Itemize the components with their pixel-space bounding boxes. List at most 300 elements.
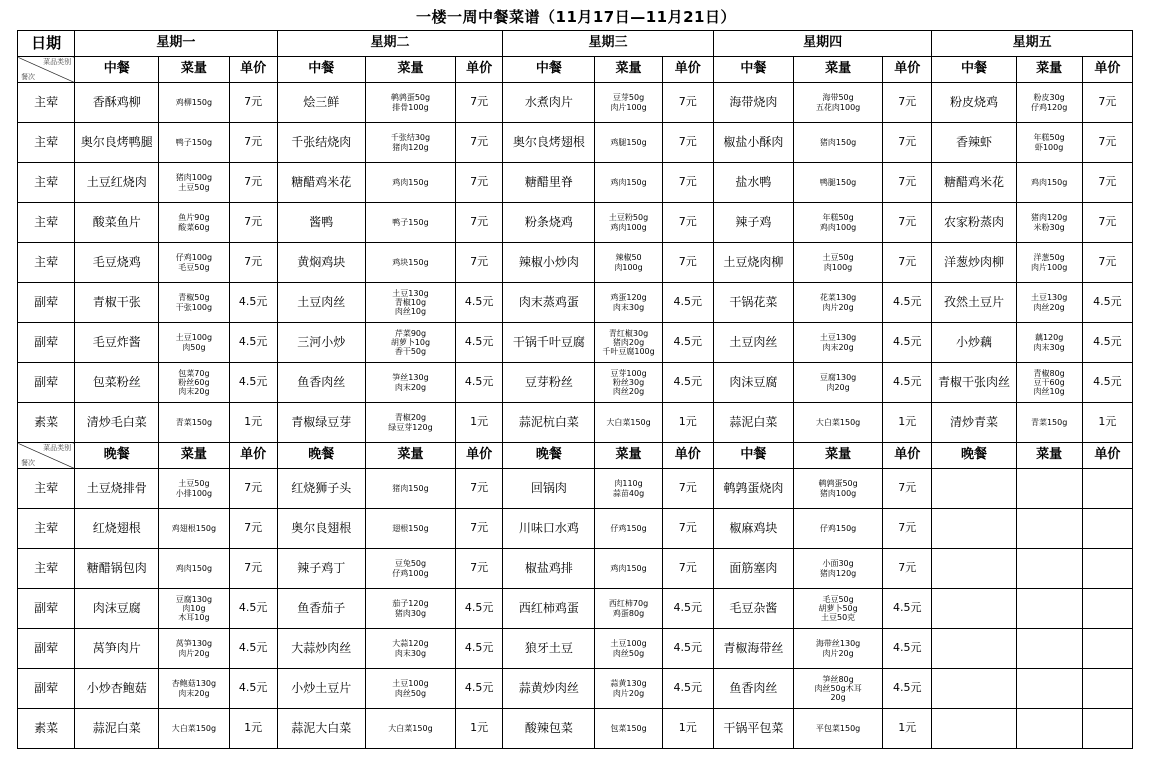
portion-line: 仔鸡100g xyxy=(392,568,429,578)
portion-line: 仔鸡120g xyxy=(1030,102,1068,112)
portion-line: 大白菜150g xyxy=(815,417,861,427)
portion-line: 青椒50g xyxy=(178,293,210,303)
price-cell: 7元 xyxy=(1082,163,1132,203)
price-cell: 4.5元 xyxy=(1082,363,1132,403)
portion-line: 大白菜150g xyxy=(171,723,217,733)
portion-column-header: 菜量 xyxy=(1016,443,1082,469)
portion-cell xyxy=(1016,163,1082,203)
dish-name: 糖醋锅包肉 xyxy=(75,549,159,589)
table-row xyxy=(18,323,1133,363)
empty-cell xyxy=(932,669,1016,709)
portion-line: 土豆130g xyxy=(1030,293,1068,303)
portion-line: 大白菜150g xyxy=(606,417,651,427)
portion-cell xyxy=(595,363,662,403)
empty-cell xyxy=(1016,469,1082,509)
dish-name: 包菜粉丝 xyxy=(75,363,159,403)
portion-cell xyxy=(793,283,882,323)
dish-name: 蒜黄炒肉丝 xyxy=(503,669,595,709)
price-cell: 7元 xyxy=(456,549,503,589)
table-row xyxy=(18,469,1133,509)
portion-line: 肉丝20g xyxy=(1033,302,1065,312)
dish-name: 鱼香茄子 xyxy=(277,589,365,629)
day-header: 星期二 xyxy=(277,31,503,57)
portion-line: 土豆50g xyxy=(178,182,210,192)
portion-line: 肉片20g xyxy=(178,648,210,658)
dish-name: 蒜泥杭白菜 xyxy=(503,403,595,443)
table-row xyxy=(18,243,1133,283)
price-column-header: 单价 xyxy=(456,57,503,83)
price-cell: 1元 xyxy=(662,403,713,443)
dish-name: 毛豆炸酱 xyxy=(75,323,159,363)
portion-line: 猪肉150g xyxy=(392,483,429,493)
portion-line: 年糕50g xyxy=(822,213,854,223)
empty-cell xyxy=(932,589,1016,629)
portion-line: 绿豆芽120g xyxy=(388,422,433,432)
portion-cell xyxy=(365,403,455,443)
dish-name: 奥尔良烤鸭腿 xyxy=(75,123,159,163)
price-cell: 4.5元 xyxy=(229,283,277,323)
price-cell: 7元 xyxy=(883,203,932,243)
dish-name: 香辣虾 xyxy=(932,123,1016,163)
portion-cell xyxy=(793,549,882,589)
portion-cell xyxy=(793,509,882,549)
portion-cell xyxy=(159,629,229,669)
price-cell: 7元 xyxy=(229,469,277,509)
portion-line: 鸡肉100g xyxy=(819,222,857,232)
price-cell: 7元 xyxy=(662,549,713,589)
portion-cell xyxy=(159,83,229,123)
portion-cell xyxy=(365,83,455,123)
portion-cell xyxy=(159,123,229,163)
portion-line: 小面30g xyxy=(822,559,854,569)
price-cell: 4.5元 xyxy=(456,669,503,709)
portion-line: 肉丝20g xyxy=(612,387,645,397)
table-row xyxy=(18,403,1133,443)
portion-line: 花菜130g xyxy=(819,293,857,303)
category-cell: 副荤 xyxy=(18,283,75,323)
portion-line: 仔鸡100g xyxy=(175,253,213,263)
portion-line: 翅根150g xyxy=(392,523,429,533)
dish-name: 肉末蒸鸡蛋 xyxy=(503,283,595,323)
dish-name: 三河小炒 xyxy=(277,323,365,363)
portion-line: 米粉30g xyxy=(1033,222,1065,232)
portion-line: 肉末20g xyxy=(822,342,854,352)
corner-meal-label: 餐次 xyxy=(21,72,35,81)
price-column-header: 单价 xyxy=(1082,57,1132,83)
portion-line: 豆腐130g xyxy=(175,594,213,604)
portion-line: 肉丝10g xyxy=(1033,387,1065,397)
portion-line: 青菜150g xyxy=(175,417,213,427)
portion-cell xyxy=(365,323,455,363)
empty-cell xyxy=(1082,589,1132,629)
portion-cell xyxy=(1016,243,1082,283)
corner-meal-label: 餐次 xyxy=(21,458,35,467)
portion-cell xyxy=(793,83,882,123)
empty-cell xyxy=(1082,549,1132,589)
portion-cell xyxy=(595,323,662,363)
portion-cell xyxy=(793,203,882,243)
portion-line: 青菜150g xyxy=(1030,417,1068,427)
price-cell: 1元 xyxy=(456,403,503,443)
portion-cell xyxy=(365,509,455,549)
portion-line: 干张100g xyxy=(175,302,213,312)
table-row xyxy=(18,709,1133,749)
empty-cell xyxy=(1082,709,1132,749)
table-row xyxy=(18,549,1133,589)
dish-name: 清炒青菜 xyxy=(932,403,1016,443)
portion-cell xyxy=(793,163,882,203)
portion-cell xyxy=(595,669,662,709)
dish-name: 红烧翅根 xyxy=(75,509,159,549)
category-meal-corner xyxy=(18,443,75,469)
portion-line: 肉片20g xyxy=(822,302,854,312)
portion-cell xyxy=(595,203,662,243)
portion-line: 西红柿70g xyxy=(608,599,649,609)
portion-line: 猪肉120g xyxy=(1030,213,1068,223)
portion-line: 鸡蛋120g xyxy=(610,293,647,303)
portion-cell xyxy=(793,123,882,163)
portion-line: 土豆100g xyxy=(610,639,647,649)
portion-cell xyxy=(159,709,229,749)
empty-cell xyxy=(1082,469,1132,509)
portion-column-header: 菜量 xyxy=(365,57,455,83)
portion-line: 鸡肉150g xyxy=(175,563,213,573)
dish-name: 洋葱炒肉柳 xyxy=(932,243,1016,283)
dish-name: 大蒜炒肉丝 xyxy=(277,629,365,669)
portion-line: 猪肉150g xyxy=(819,137,857,147)
dish-name: 烩三鲜 xyxy=(277,83,365,123)
portion-line: 小排100g xyxy=(175,488,213,498)
portion-line: 鹌鹑蛋50g xyxy=(390,93,431,103)
meal-header-row xyxy=(18,443,1133,469)
price-cell: 7元 xyxy=(456,509,503,549)
price-cell: 7元 xyxy=(1082,123,1132,163)
price-cell: 4.5元 xyxy=(456,589,503,629)
dish-name: 鱼香肉丝 xyxy=(713,669,793,709)
portion-line: 千张结30g xyxy=(390,133,431,143)
portion-line: 土豆130g xyxy=(392,288,429,298)
price-cell: 7元 xyxy=(883,509,932,549)
category-meal-corner xyxy=(18,57,75,83)
portion-line: 粉丝30g xyxy=(612,377,645,387)
portion-cell xyxy=(159,549,229,589)
price-cell: 1元 xyxy=(1082,403,1132,443)
dish-name: 川味口水鸡 xyxy=(503,509,595,549)
portion-cell xyxy=(793,403,882,443)
empty-cell xyxy=(1016,589,1082,629)
portion-cell xyxy=(595,589,662,629)
dish-name: 蒜泥白菜 xyxy=(75,709,159,749)
category-cell: 主荤 xyxy=(18,243,75,283)
table-row xyxy=(18,123,1133,163)
portion-line: 杏鲍菇130g xyxy=(171,679,217,689)
portion-cell xyxy=(159,509,229,549)
portion-line: 土豆100g xyxy=(392,679,429,689)
portion-line: 肉片100g xyxy=(1030,262,1068,272)
portion-column-header: 菜量 xyxy=(159,57,229,83)
category-cell: 主荤 xyxy=(18,83,75,123)
dish-name: 椒麻鸡块 xyxy=(713,509,793,549)
portion-line: 青椒20g xyxy=(394,413,427,423)
price-column-header: 单价 xyxy=(883,443,932,469)
portion-cell xyxy=(793,629,882,669)
portion-line: 粉丝60g xyxy=(178,377,210,387)
dish-name: 红烧狮子头 xyxy=(277,469,365,509)
portion-cell xyxy=(1016,83,1082,123)
dish-name: 土豆烧排骨 xyxy=(75,469,159,509)
dish-name: 干锅千叶豆腐 xyxy=(503,323,595,363)
dish-name: 奥尔良翅根 xyxy=(277,509,365,549)
portion-line: 包菜70g xyxy=(178,368,210,378)
portion-cell xyxy=(365,629,455,669)
price-cell: 4.5元 xyxy=(883,589,932,629)
dish-name: 肉沫豆腐 xyxy=(713,363,793,403)
portion-line: 肉末20g xyxy=(178,387,210,397)
dish-name: 青椒绿豆芽 xyxy=(277,403,365,443)
dish-name: 蒜泥白菜 xyxy=(713,403,793,443)
portion-line: 土豆130g xyxy=(819,333,857,343)
dish-name: 土豆烧肉柳 xyxy=(713,243,793,283)
portion-line: 大白菜150g xyxy=(388,723,433,733)
portion-line: 五花肉100g xyxy=(815,102,861,112)
portion-cell xyxy=(365,589,455,629)
portion-line: 肉10g xyxy=(182,603,206,613)
empty-cell xyxy=(932,629,1016,669)
meal-column-header: 中餐 xyxy=(75,57,159,83)
dish-name: 千张结烧肉 xyxy=(277,123,365,163)
portion-cell xyxy=(159,323,229,363)
portion-line: 肉末30g xyxy=(394,648,427,658)
portion-column-header: 菜量 xyxy=(793,57,882,83)
dish-name: 土豆肉丝 xyxy=(277,283,365,323)
portion-line: 洋葱50g xyxy=(1033,253,1065,263)
portion-line: 鸡腿150g xyxy=(610,137,647,147)
page-title: 一楼一周中餐菜谱（11月17日—11月21日） xyxy=(416,8,736,26)
price-cell: 7元 xyxy=(883,549,932,589)
portion-line: 豆兔50g xyxy=(394,559,427,569)
portion-line: 蒜黄130g xyxy=(610,679,647,689)
price-cell: 4.5元 xyxy=(662,323,713,363)
dish-name: 干锅花菜 xyxy=(713,283,793,323)
portion-line: 豆芽100g xyxy=(610,368,647,378)
category-cell: 主荤 xyxy=(18,509,75,549)
portion-line: 胡萝卜50g xyxy=(818,603,858,613)
portion-cell xyxy=(365,123,455,163)
price-cell: 7元 xyxy=(883,123,932,163)
price-cell: 4.5元 xyxy=(883,629,932,669)
portion-line: 土豆50g xyxy=(822,253,854,263)
dish-name: 糖醋里脊 xyxy=(503,163,595,203)
price-cell: 4.5元 xyxy=(662,363,713,403)
price-cell: 7元 xyxy=(456,163,503,203)
price-cell: 4.5元 xyxy=(883,283,932,323)
portion-line: 肉20g xyxy=(826,382,850,392)
dish-name: 辣子鸡 xyxy=(713,203,793,243)
empty-cell xyxy=(1016,509,1082,549)
category-cell: 主荤 xyxy=(18,549,75,589)
portion-line: 仔鸡150g xyxy=(610,523,647,533)
day-header-row xyxy=(18,31,1133,57)
price-cell: 4.5元 xyxy=(662,669,713,709)
empty-cell xyxy=(1082,629,1132,669)
meal-column-header: 晚餐 xyxy=(75,443,159,469)
dish-name: 小炒藕 xyxy=(932,323,1016,363)
price-cell: 4.5元 xyxy=(456,363,503,403)
portion-line: 鸡肉150g xyxy=(392,177,429,187)
dish-name: 鹌鹑蛋烧肉 xyxy=(713,469,793,509)
portion-line: 肉100g xyxy=(614,262,643,272)
dish-name: 青椒干张肉丝 xyxy=(932,363,1016,403)
dish-name: 青椒干张 xyxy=(75,283,159,323)
dish-name: 奥尔良烤翅根 xyxy=(503,123,595,163)
dish-name: 鱼香肉丝 xyxy=(277,363,365,403)
portion-line: 肉丝50g xyxy=(394,688,427,698)
dish-name: 粉条烧鸡 xyxy=(503,203,595,243)
portion-line: 猪肉30g xyxy=(394,608,427,618)
price-cell: 4.5元 xyxy=(883,669,932,709)
category-cell: 副荤 xyxy=(18,629,75,669)
price-cell: 7元 xyxy=(456,83,503,123)
portion-cell xyxy=(159,163,229,203)
dish-name: 土豆红烧肉 xyxy=(75,163,159,203)
meal-header-row xyxy=(18,57,1133,83)
price-cell: 4.5元 xyxy=(229,363,277,403)
portion-line: 土豆粉50g xyxy=(608,213,649,223)
portion-cell xyxy=(595,123,662,163)
empty-cell xyxy=(1016,549,1082,589)
price-cell: 4.5元 xyxy=(1082,323,1132,363)
portion-line: 千叶豆腐100g xyxy=(602,347,655,357)
corner-category-label: 菜品类别 xyxy=(43,58,72,66)
portion-line: 鹌鹑蛋50g xyxy=(818,479,858,489)
dish-name: 毛豆杂酱 xyxy=(713,589,793,629)
dish-name: 毛豆烧鸡 xyxy=(75,243,159,283)
day-header: 星期三 xyxy=(503,31,714,57)
price-cell: 4.5元 xyxy=(662,629,713,669)
dish-name: 椒盐鸡排 xyxy=(503,549,595,589)
portion-line: 毛豆50g xyxy=(822,594,854,604)
portion-line: 肉丝10g xyxy=(394,307,427,317)
portion-line: 青椒80g xyxy=(1033,368,1065,378)
portion-line: 粉皮30g xyxy=(1033,93,1065,103)
table-row xyxy=(18,283,1133,323)
dish-name: 面筋塞肉 xyxy=(713,549,793,589)
portion-cell xyxy=(793,669,882,709)
portion-line: 青红椒30g xyxy=(608,328,649,338)
portion-cell xyxy=(595,83,662,123)
portion-column-header: 菜量 xyxy=(159,443,229,469)
dish-name: 辣子鸡丁 xyxy=(277,549,365,589)
portion-line: 鸡翅根150g xyxy=(171,523,217,533)
portion-cell xyxy=(159,203,229,243)
dish-name: 青椒海带丝 xyxy=(713,629,793,669)
price-cell: 4.5元 xyxy=(456,283,503,323)
portion-line: 海带50g xyxy=(822,93,854,103)
portion-line: 年糕50g xyxy=(1033,133,1065,143)
category-cell: 主荤 xyxy=(18,123,75,163)
price-column-header: 单价 xyxy=(883,57,932,83)
portion-column-header: 菜量 xyxy=(793,443,882,469)
portion-line: 平包菜150g xyxy=(815,723,861,733)
empty-cell xyxy=(932,509,1016,549)
portion-cell xyxy=(595,283,662,323)
portion-line: 鸭腿150g xyxy=(819,177,857,187)
price-cell: 4.5元 xyxy=(229,323,277,363)
price-cell: 7元 xyxy=(662,509,713,549)
portion-cell xyxy=(159,243,229,283)
dish-name: 狼牙土豆 xyxy=(503,629,595,669)
portion-line: 虾100g xyxy=(1034,142,1064,152)
portion-cell xyxy=(595,549,662,589)
portion-cell xyxy=(1016,323,1082,363)
category-cell: 副荤 xyxy=(18,363,75,403)
portion-cell xyxy=(793,589,882,629)
price-cell: 7元 xyxy=(662,123,713,163)
meal-column-header: 中餐 xyxy=(713,443,793,469)
portion-line: 土豆100g xyxy=(175,333,213,343)
portion-line: 茄子120g xyxy=(392,599,429,609)
price-cell: 7元 xyxy=(662,243,713,283)
portion-line: 莴笋130g xyxy=(175,639,213,649)
category-cell: 副荤 xyxy=(18,589,75,629)
portion-cell xyxy=(159,589,229,629)
portion-cell xyxy=(1016,363,1082,403)
portion-line: 鸡蛋80g xyxy=(612,608,645,618)
portion-line: 肉50g xyxy=(182,342,206,352)
portion-line: 鸡肉150g xyxy=(610,563,647,573)
portion-cell xyxy=(365,549,455,589)
portion-cell xyxy=(159,669,229,709)
dish-name: 海带烧肉 xyxy=(713,83,793,123)
portion-line: 猪肉100g xyxy=(175,173,213,183)
portion-cell xyxy=(159,283,229,323)
portion-line: 土豆50克 xyxy=(821,613,856,623)
dish-name: 小炒杏鲍菇 xyxy=(75,669,159,709)
dish-name: 辣椒小炒肉 xyxy=(503,243,595,283)
portion-line: 猪肉120g xyxy=(392,142,429,152)
table-row xyxy=(18,629,1133,669)
price-cell: 4.5元 xyxy=(662,283,713,323)
dish-name: 酱鸭 xyxy=(277,203,365,243)
dish-name: 小炒土豆片 xyxy=(277,669,365,709)
portion-line: 鸡肉100g xyxy=(610,222,647,232)
price-cell: 7元 xyxy=(883,83,932,123)
portion-line: 鸡肉150g xyxy=(610,177,647,187)
dish-name: 农家粉蒸肉 xyxy=(932,203,1016,243)
dish-name: 糖醋鸡米花 xyxy=(277,163,365,203)
dish-name: 酸菜鱼片 xyxy=(75,203,159,243)
price-cell: 7元 xyxy=(456,469,503,509)
empty-cell xyxy=(1016,629,1082,669)
portion-line: 鸭子150g xyxy=(175,137,213,147)
price-cell: 4.5元 xyxy=(456,323,503,363)
price-cell: 7元 xyxy=(1082,203,1132,243)
portion-cell xyxy=(793,469,882,509)
portion-cell xyxy=(365,283,455,323)
meal-column-header: 中餐 xyxy=(277,57,365,83)
price-cell: 7元 xyxy=(662,469,713,509)
price-cell: 4.5元 xyxy=(1082,283,1132,323)
portion-line: 藕120g xyxy=(1034,333,1064,343)
price-cell: 7元 xyxy=(1082,243,1132,283)
price-cell: 4.5元 xyxy=(883,363,932,403)
meal-column-header: 晚餐 xyxy=(503,443,595,469)
portion-column-header: 菜量 xyxy=(1016,57,1082,83)
portion-cell xyxy=(365,469,455,509)
price-cell: 7元 xyxy=(456,203,503,243)
portion-line: 肉100g xyxy=(823,262,853,272)
day-header: 星期一 xyxy=(75,31,278,57)
